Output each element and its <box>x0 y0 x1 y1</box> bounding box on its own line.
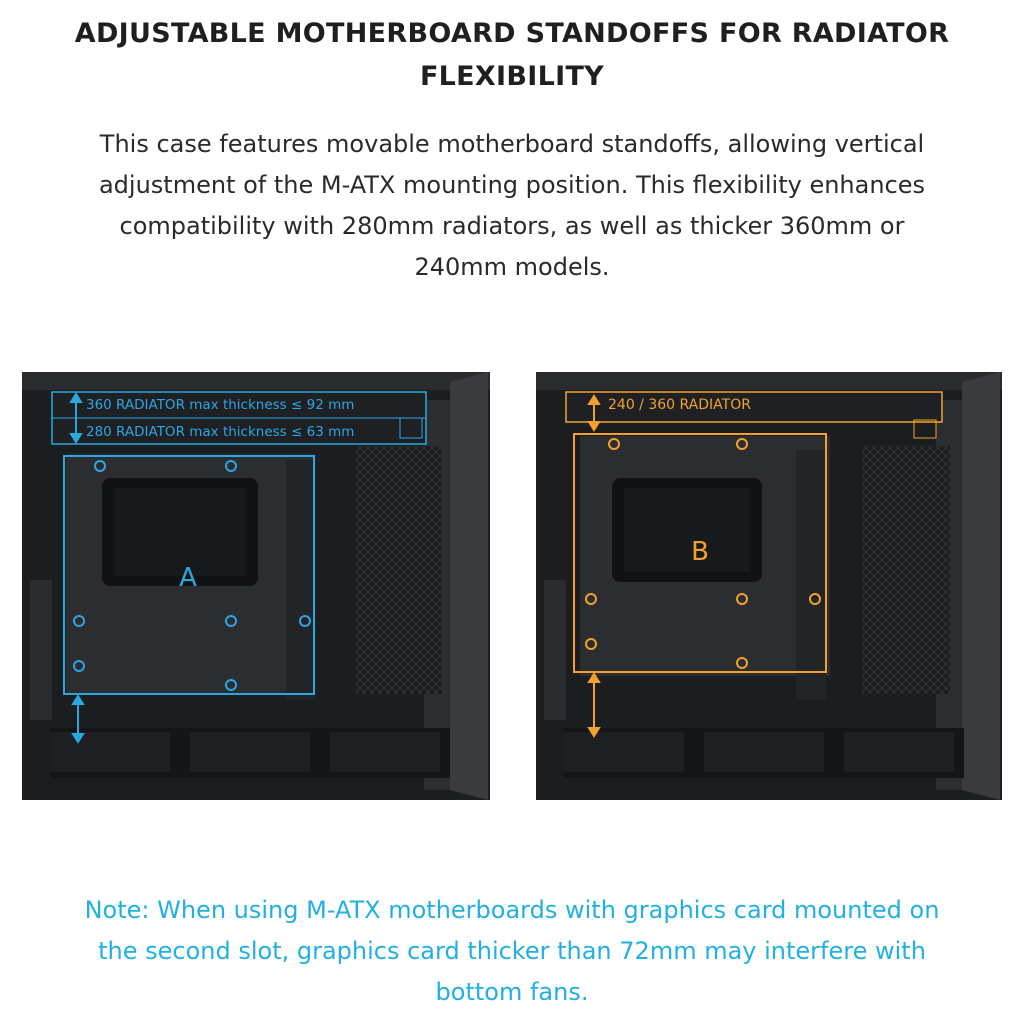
radiator-label: 240 / 360 RADIATOR <box>608 397 751 413</box>
heading-line-2: FLEXIBILITY <box>419 61 605 92</box>
radiator-280-label: 280 RADIATOR max thickness ≤ 63 mm <box>86 424 355 440</box>
description-line-4: 240mm models. <box>414 253 610 281</box>
section-heading <box>40 12 984 98</box>
description-line-3: compatibility with 280mm radiators, as well as thicker 360mm or <box>119 212 905 240</box>
radiator-360-label: 360 RADIATOR max thickness ≤ 92 mm <box>86 397 355 413</box>
note-line-2: the second slot, graphics card thicker than 72mm may interfere with <box>98 937 926 965</box>
heading-line-1: ADJUSTABLE MOTHERBOARD STANDOFFS FOR RADIATOR <box>74 18 950 49</box>
description-paragraph <box>60 124 964 288</box>
figure-a-label: A <box>179 563 197 593</box>
note-line-3: bottom fans. <box>435 978 589 1006</box>
compatibility-note <box>40 890 984 1013</box>
description-line-2: adjustment of the M-ATX mounting position. This flexibility enhances <box>98 171 926 199</box>
mesh-panel <box>862 446 950 694</box>
note-line-1: Note: When using M-ATX motherboards with graphics card mounted on <box>84 896 940 924</box>
figure-b-label: B <box>691 537 709 567</box>
description-line-1: This case features movable motherboard standoffs, allowing vertical <box>99 130 925 158</box>
mesh-panel <box>356 446 442 694</box>
case-figure-b <box>534 360 1024 820</box>
case-figure-a <box>20 360 510 820</box>
